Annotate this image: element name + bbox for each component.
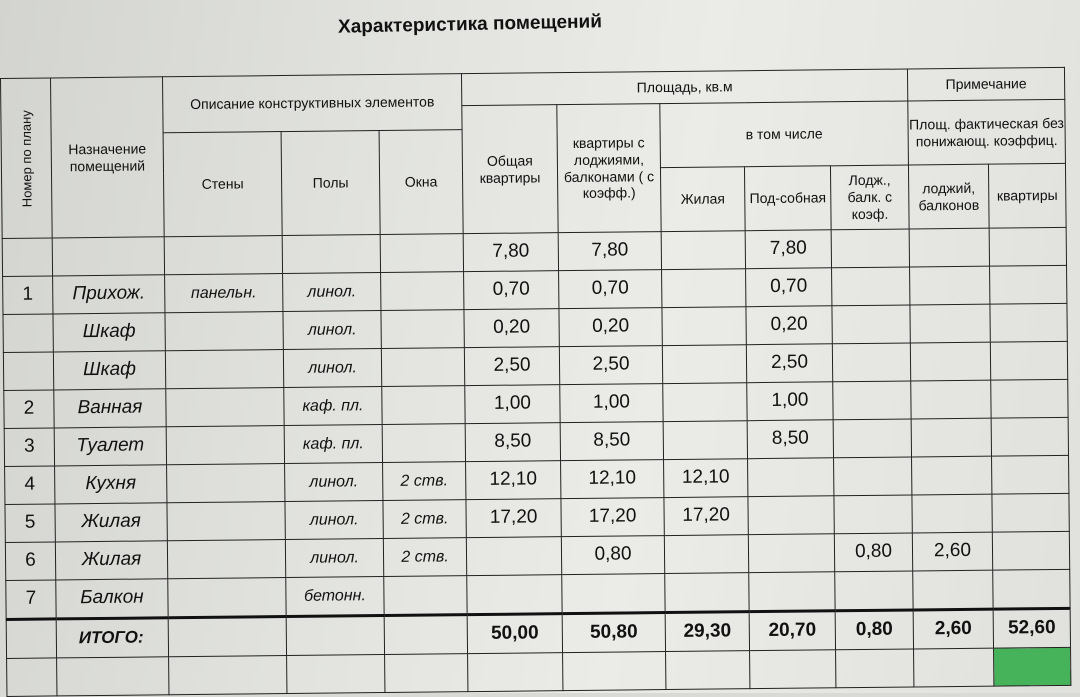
cell-floor: линол.: [285, 463, 383, 502]
cell-act-apt: [990, 341, 1067, 380]
cell-name: Жилая: [55, 503, 167, 542]
cell-total: 0,70: [464, 271, 559, 310]
header-windows: Окна: [379, 130, 463, 235]
cell-walls: [168, 578, 286, 618]
cell-with-loggia: 8,50: [560, 422, 663, 461]
cell-total: [466, 537, 561, 576]
cell-aux: 0,20: [746, 306, 832, 345]
cell-living: 12,10: [664, 459, 748, 498]
cell-name: Прихож.: [53, 275, 165, 314]
cell-total: 7,80: [463, 233, 558, 272]
cell-windows: 2 ств.: [383, 462, 466, 501]
totals-aux: 20,70: [749, 611, 835, 651]
cell-walls: [166, 426, 284, 465]
cell-loggia: [832, 267, 910, 306]
cell-windows: [381, 348, 464, 387]
cell-loggia: [834, 457, 912, 496]
cell-act-apt: [991, 417, 1068, 456]
cell-no: 2: [4, 390, 54, 429]
header-construction: Описание конструктивных элементов: [162, 74, 462, 133]
cell-total: 0,20: [464, 309, 559, 348]
totals-living: 29,30: [665, 612, 749, 652]
cell-loggia: 0,80: [834, 533, 912, 572]
cell-act-loggia: [912, 494, 992, 533]
cell-windows: [382, 386, 465, 425]
cell-windows: [381, 272, 464, 311]
totals-act-loggia: 2,60: [913, 609, 993, 649]
cell-walls: [166, 388, 284, 427]
cell-with-loggia: 7,80: [558, 232, 661, 271]
cell-living: [664, 535, 748, 574]
cell-act-apt: [990, 265, 1067, 304]
cell-act-loggia: [909, 228, 989, 267]
cell-with-loggia: 2,50: [559, 346, 662, 385]
totals-total: 50,00: [467, 614, 562, 654]
header-apartment: квартиры: [988, 163, 1066, 228]
cell-name: [52, 237, 164, 276]
cell-act-apt: [992, 493, 1069, 532]
cell-no: 7: [6, 580, 56, 620]
cell-floor: линол.: [283, 349, 381, 388]
cell-act-loggia: [911, 380, 991, 419]
cell-aux: 1,00: [747, 382, 833, 421]
header-plan-no: Номер по плану: [1, 78, 53, 239]
highlight-marker: [994, 647, 1071, 686]
header-with-loggias: квартиры с лоджиями, балконами ( с коэфф.): [557, 104, 661, 233]
cell-living: [661, 231, 745, 270]
cell-aux: [748, 496, 834, 535]
cell-act-loggia: [913, 570, 993, 610]
header-including: в том числе: [660, 101, 909, 168]
cell-loggia: [831, 229, 909, 268]
cell-walls: [165, 350, 283, 389]
cell-total: 1,00: [465, 385, 560, 424]
cell-floor: линол.: [285, 539, 383, 578]
totals-windows: [384, 615, 467, 655]
cell-no: 6: [5, 542, 55, 581]
cell-name: Шкаф: [53, 351, 165, 390]
cell-name: Шкаф: [53, 313, 165, 352]
cell-walls: [167, 464, 285, 503]
cell-total: 8,50: [465, 423, 560, 462]
cell-no: 5: [5, 504, 55, 543]
cell-act-apt: [991, 379, 1068, 418]
cell-loggia: [833, 381, 911, 420]
cell-aux: [748, 458, 834, 497]
cell-with-loggia: [562, 574, 665, 614]
cell-act-apt: [989, 227, 1066, 266]
cell-living: [663, 383, 747, 422]
totals-no: [6, 619, 56, 659]
cell-aux: [748, 534, 834, 573]
cell-living: 17,20: [664, 497, 748, 536]
cell-with-loggia: 0,20: [559, 308, 662, 347]
cell-act-loggia: [911, 418, 991, 457]
cell-name: Жилая: [55, 541, 167, 580]
cell-floor: каф. пл.: [284, 387, 382, 426]
cell-aux: 2,50: [746, 344, 832, 383]
cell-with-loggia: 0,70: [559, 270, 662, 309]
cell-act-loggia: [910, 304, 990, 343]
header-loggias-balconies: лоджий, балконов: [908, 164, 989, 229]
cell-walls: [167, 502, 285, 541]
cell-windows: [384, 576, 467, 616]
totals-loggia: 0,80: [835, 610, 913, 650]
cell-living: [665, 573, 749, 613]
cell-total: 17,20: [466, 499, 561, 538]
document-title: Характеристика помещений: [337, 11, 603, 38]
header-walls: Стены: [163, 132, 282, 237]
cell-floor: линол.: [283, 273, 381, 312]
cell-walls: [167, 540, 285, 579]
cell-aux: 0,70: [746, 268, 832, 307]
totals-walls: [168, 617, 286, 657]
cell-loggia: [834, 495, 912, 534]
cell-total: [467, 575, 562, 615]
cell-floor: [282, 235, 380, 274]
cell-floor: линол.: [283, 311, 381, 350]
header-note: Примечание: [907, 67, 1064, 101]
header-area: Площадь, кв.м: [461, 69, 907, 106]
header-living: Жилая: [660, 167, 745, 232]
cell-loggia: [832, 305, 910, 344]
cell-floor: линол.: [285, 501, 383, 540]
cell-aux: 8,50: [747, 420, 833, 459]
header-floors: Полы: [281, 131, 380, 236]
cell-with-loggia: 12,10: [561, 460, 664, 499]
cell-act-loggia: [910, 342, 990, 381]
cell-windows: [380, 234, 463, 273]
cell-aux: 7,80: [745, 230, 831, 269]
cell-no: [3, 314, 53, 353]
header-purpose: Назначение помещений: [51, 77, 165, 238]
cell-total: 2,50: [464, 347, 559, 386]
cell-floor: каф. пл.: [284, 425, 382, 464]
header-auxiliary: Под-собная: [744, 166, 831, 231]
cell-walls: [165, 312, 283, 351]
cell-with-loggia: 0,80: [561, 536, 664, 575]
cell-no: [3, 352, 53, 391]
totals-floor: [286, 616, 384, 656]
cell-total: 12,10: [466, 461, 561, 500]
cell-windows: [381, 310, 464, 349]
cell-living: [662, 345, 746, 384]
cell-loggia: [833, 419, 911, 458]
cell-aux: [749, 572, 835, 612]
cell-no: 1: [3, 276, 53, 315]
cell-act-apt: [990, 303, 1067, 342]
cell-act-apt: [992, 531, 1069, 570]
cell-walls: панельн.: [165, 274, 283, 313]
cell-living: [662, 307, 746, 346]
cell-no: [2, 238, 52, 277]
cell-act-loggia: [912, 456, 992, 495]
totals-with-loggia: 50,80: [562, 613, 665, 653]
cell-with-loggia: 1,00: [560, 384, 663, 423]
cell-living: [662, 269, 746, 308]
rooms-table: [0, 67, 1071, 697]
cell-act-apt: [992, 455, 1069, 494]
cell-name: Туалет: [54, 427, 166, 466]
header-total-apartment: Общая квартиры: [462, 105, 558, 234]
totals-label: ИТОГО:: [56, 618, 168, 658]
cell-windows: 2 ств.: [383, 538, 466, 577]
cell-windows: [382, 424, 465, 463]
cell-no: 3: [4, 428, 54, 467]
cell-walls: [164, 236, 282, 275]
cell-name: Кухня: [55, 465, 167, 504]
header-actual-area: Площ. фактическая без понижающ. коэффиц.: [908, 99, 1066, 165]
header-loggia-coef: Лодж., балк. с коэф.: [830, 165, 909, 230]
cell-act-loggia: 2,60: [912, 532, 992, 571]
cell-loggia: [835, 571, 913, 611]
cell-with-loggia: 17,20: [561, 498, 664, 537]
cell-act-loggia: [910, 266, 990, 305]
cell-loggia: [832, 343, 910, 382]
totals-act-apt: 52,60: [993, 608, 1070, 648]
cell-name: Ванная: [54, 389, 166, 428]
cell-windows: 2 ств.: [383, 500, 466, 539]
cell-name: Балкон: [56, 579, 168, 619]
cell-act-apt: [993, 569, 1070, 609]
cell-floor: бетонн.: [286, 577, 384, 617]
cell-no: 4: [5, 466, 55, 505]
cell-living: [663, 421, 747, 460]
